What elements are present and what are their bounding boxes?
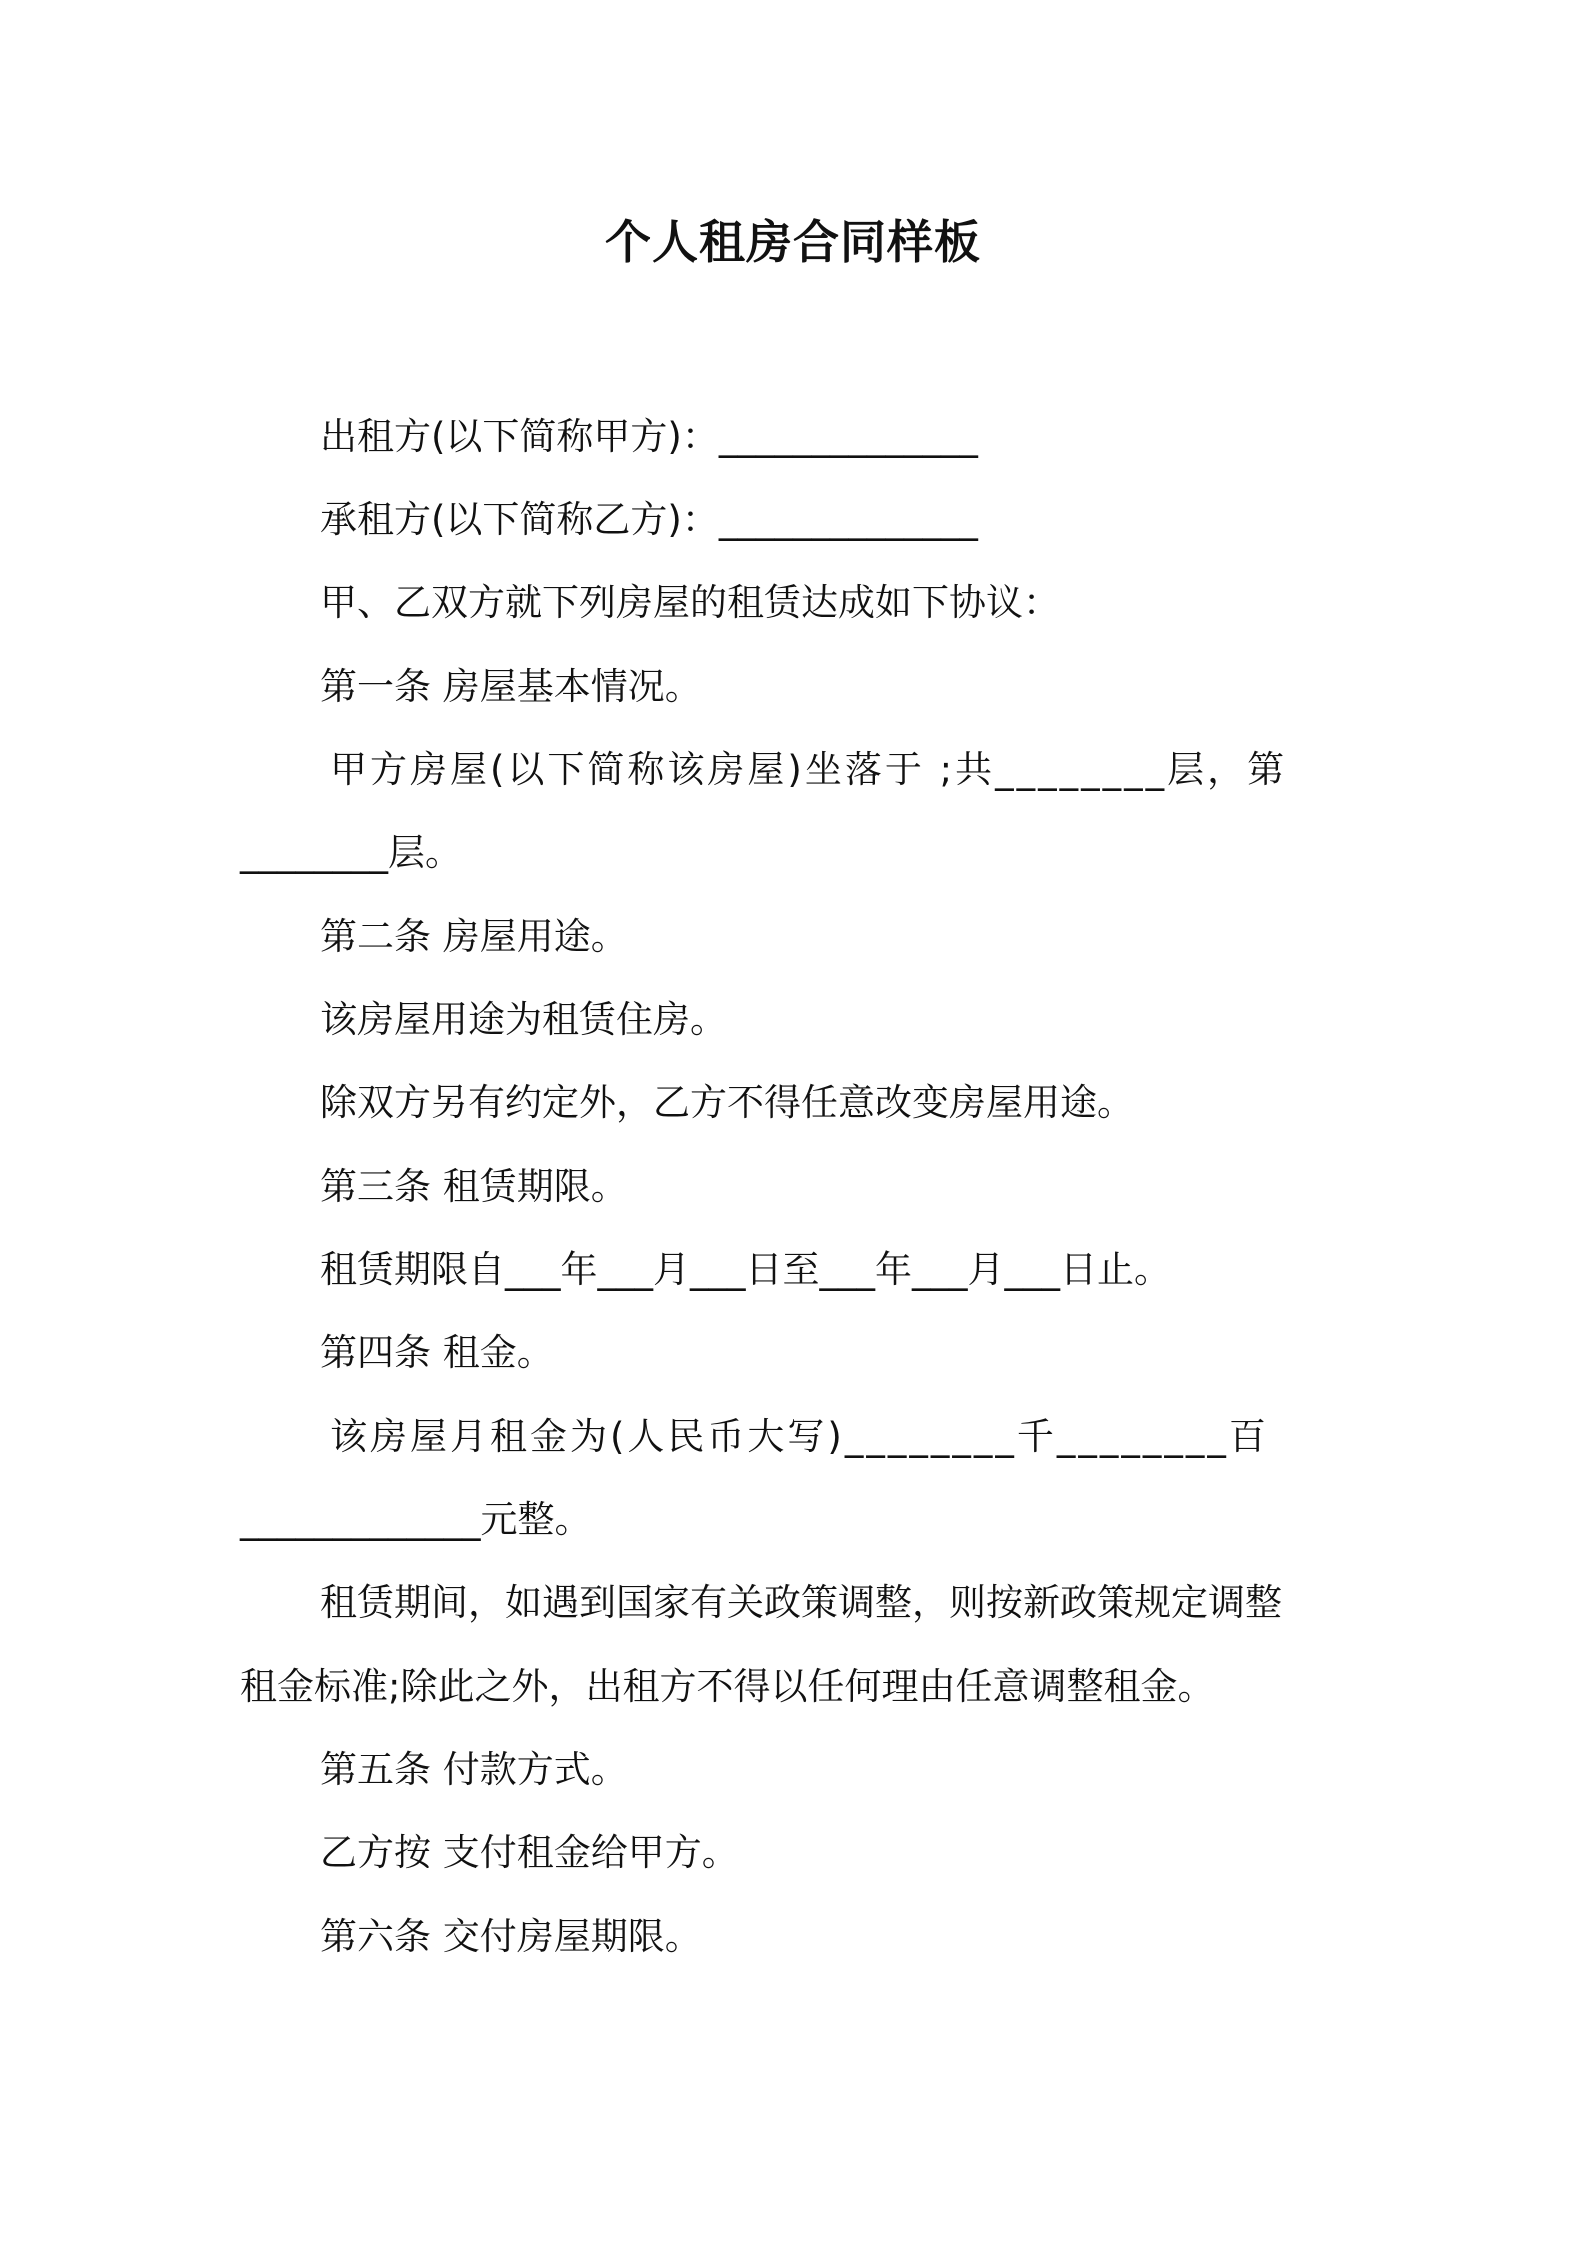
property-use-line: 该房屋用途为租赁住房。 bbox=[320, 998, 727, 1041]
monthly-rent-amount-line: _____________元整。 bbox=[240, 1498, 592, 1541]
lessor-line: 出租方(以下简称甲方)：______________ bbox=[320, 415, 978, 458]
article-6-heading: 第六条 交付房屋期限。 bbox=[320, 1915, 702, 1958]
rent-adjustment-line-1: 租赁期间，如遇到国家有关政策调整，则按新政策规定调整 bbox=[320, 1581, 1282, 1624]
article-2-heading: 第二条 房屋用途。 bbox=[320, 915, 628, 958]
document-title: 个人租房合同样板 bbox=[605, 215, 981, 269]
payment-method-line: 乙方按 支付租金给甲方。 bbox=[320, 1831, 739, 1874]
monthly-rent-line: 该房屋月租金为(人民币大写)________千________百 bbox=[330, 1415, 1269, 1458]
article-1-heading: 第一条 房屋基本情况。 bbox=[320, 665, 702, 708]
lease-term-line: 租赁期限自___年___月___日至___年___月___日止。 bbox=[320, 1248, 1171, 1291]
use-restriction-line: 除双方另有约定外，乙方不得任意改变房屋用途。 bbox=[320, 1081, 1134, 1124]
lessee-line: 承租方(以下简称乙方)：______________ bbox=[320, 498, 978, 541]
article-3-heading: 第三条 租赁期限。 bbox=[320, 1165, 628, 1208]
rent-adjustment-line-2: 租金标准;除此之外，出租方不得以任何理由任意调整租金。 bbox=[240, 1665, 1215, 1708]
article-4-heading: 第四条 租金。 bbox=[320, 1331, 554, 1374]
agreement-intro: 甲、乙双方就下列房屋的租赁达成如下协议： bbox=[320, 581, 1060, 624]
property-floor-line: ________层。 bbox=[240, 831, 462, 874]
article-5-heading: 第五条 付款方式。 bbox=[320, 1748, 628, 1791]
property-location-line: 甲方房屋(以下简称该房屋)坐落于 ;共________层，第 bbox=[330, 748, 1288, 791]
